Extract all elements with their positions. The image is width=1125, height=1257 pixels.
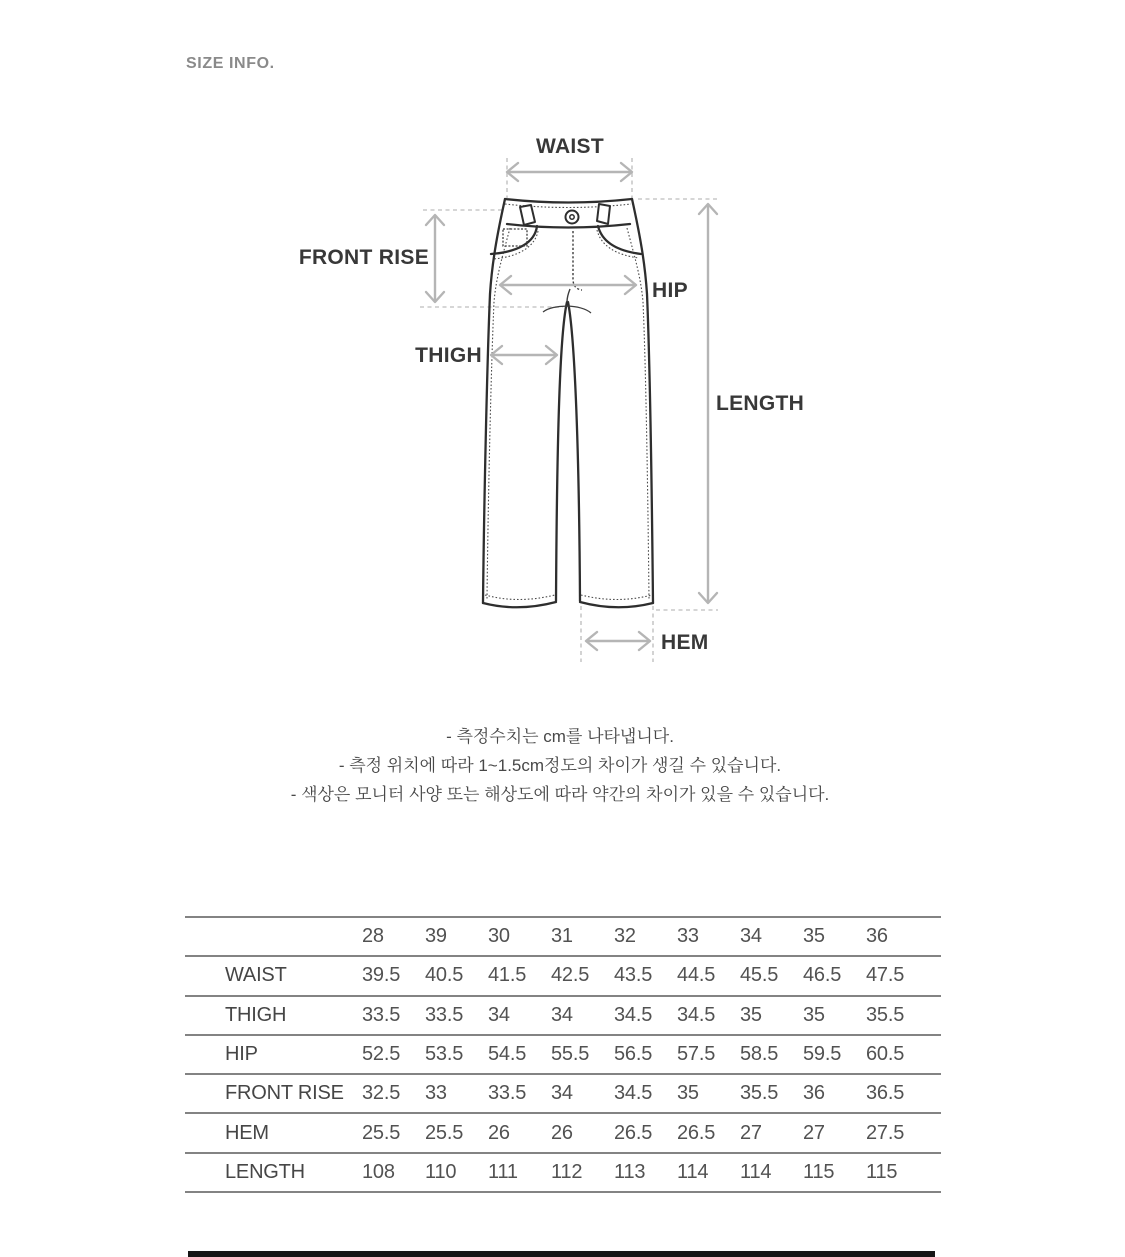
size-value: 34.5: [677, 1003, 716, 1026]
size-value: 36.5: [866, 1082, 905, 1105]
size-row-label: HEM: [225, 1121, 269, 1144]
size-value: 115: [866, 1160, 898, 1183]
size-column-header: 36: [866, 925, 888, 948]
size-value: 111: [488, 1160, 518, 1183]
size-value: 47.5: [866, 964, 905, 987]
size-row-label: FRONT RISE: [225, 1082, 344, 1105]
size-column-header: 32: [614, 925, 636, 948]
size-value: 43.5: [614, 964, 653, 987]
size-value: 115: [803, 1160, 835, 1183]
size-column-header: 31: [551, 925, 573, 948]
size-value: 55.5: [551, 1043, 590, 1066]
pants-drawing: [483, 199, 653, 607]
size-value: 40.5: [425, 964, 464, 987]
size-value: 26.5: [677, 1121, 716, 1144]
size-value: 41.5: [488, 964, 527, 987]
size-value: 59.5: [803, 1043, 842, 1066]
size-value: 26: [488, 1121, 510, 1144]
size-row-label: THIGH: [225, 1003, 287, 1026]
size-value: 26: [551, 1121, 573, 1144]
size-row-label: WAIST: [225, 964, 287, 987]
size-value: 44.5: [677, 964, 716, 987]
size-row-label: LENGTH: [225, 1160, 305, 1183]
size-value: 35.5: [740, 1082, 779, 1105]
hem-arrow: [586, 632, 650, 650]
size-value: 110: [425, 1160, 457, 1183]
size-value: 27.5: [866, 1121, 905, 1144]
thigh-label: THIGH: [415, 344, 482, 367]
size-value: 52.5: [362, 1043, 401, 1066]
length-label: LENGTH: [716, 392, 805, 415]
size-value: 34.5: [614, 1003, 653, 1026]
size-value: 33.5: [425, 1003, 464, 1026]
size-value: 25.5: [362, 1121, 401, 1144]
size-value: 35: [677, 1082, 699, 1105]
waist-label: WAIST: [536, 135, 604, 158]
size-value: 33.5: [362, 1003, 401, 1026]
size-row-label: HIP: [225, 1043, 258, 1066]
size-table-row: [185, 1034, 941, 1073]
size-value: 36: [803, 1082, 825, 1105]
size-value: 34.5: [614, 1082, 653, 1105]
size-column-header: 39: [425, 925, 447, 948]
next-section-divider: [188, 1251, 935, 1257]
size-value: 46.5: [803, 964, 842, 987]
size-value: 57.5: [677, 1043, 716, 1066]
size-value: 58.5: [740, 1043, 779, 1066]
size-value: 34: [551, 1082, 573, 1105]
front-rise-label: FRONT RISE: [298, 246, 429, 269]
hem-label: HEM: [661, 631, 709, 654]
coin-pocket: [503, 229, 527, 246]
size-value: 32.5: [362, 1082, 401, 1105]
size-value: 33: [425, 1082, 447, 1105]
waist-arrow: [507, 163, 632, 181]
size-column-header: 34: [740, 925, 762, 948]
size-value: 35: [740, 1003, 762, 1026]
size-table-row: [185, 955, 941, 994]
size-value: 34: [551, 1003, 573, 1026]
size-value: 56.5: [614, 1043, 653, 1066]
size-value: 114: [677, 1160, 709, 1183]
measurement-notes: [0, 722, 1120, 809]
size-value: 35: [803, 1003, 825, 1026]
note-line: - 측정수치는 cm를 나타냅니다.: [446, 727, 674, 746]
size-value: 112: [551, 1160, 583, 1183]
thigh-arrow: [491, 346, 557, 364]
size-column-header: 28: [362, 925, 384, 948]
size-value: 53.5: [425, 1043, 464, 1066]
size-table-row: [185, 995, 941, 1034]
hip-label: HIP: [652, 279, 688, 302]
length-arrow: [699, 204, 717, 603]
size-value: 108: [362, 1160, 395, 1183]
note-line: - 측정 위치에 따라 1~1.5cm정도의 차이가 생길 수 있습니다.: [338, 756, 782, 775]
size-column-header: 30: [488, 925, 510, 948]
size-table: [185, 916, 941, 1193]
size-table-row: [185, 1112, 941, 1151]
size-value: 35.5: [866, 1003, 905, 1026]
size-value: 39.5: [362, 964, 401, 987]
size-value: 26.5: [614, 1121, 653, 1144]
size-table-header-row: [185, 916, 941, 955]
size-value: 33.5: [488, 1082, 527, 1105]
size-value: 113: [614, 1160, 646, 1183]
note-line: - 색상은 모니터 사양 또는 해상도에 따라 약간의 차이가 있을 수 있습니다.: [290, 785, 830, 804]
waist-button: [566, 211, 579, 224]
size-value: 25.5: [425, 1121, 464, 1144]
size-value: 27: [740, 1121, 762, 1144]
size-value: 114: [740, 1160, 772, 1183]
size-value: 42.5: [551, 964, 590, 987]
hip-arrow: [500, 276, 636, 294]
size-table-row: [185, 1073, 941, 1112]
guide-lines: [420, 158, 720, 662]
size-table-row: [185, 1152, 941, 1191]
size-column-header: 35: [803, 925, 825, 948]
size-column-header: 33: [677, 925, 699, 948]
page-title: SIZE INFO.: [186, 55, 275, 72]
size-value: 34: [488, 1003, 510, 1026]
size-value: 45.5: [740, 964, 779, 987]
size-value: 60.5: [866, 1043, 905, 1066]
size-value: 27: [803, 1121, 825, 1144]
size-value: 54.5: [488, 1043, 527, 1066]
